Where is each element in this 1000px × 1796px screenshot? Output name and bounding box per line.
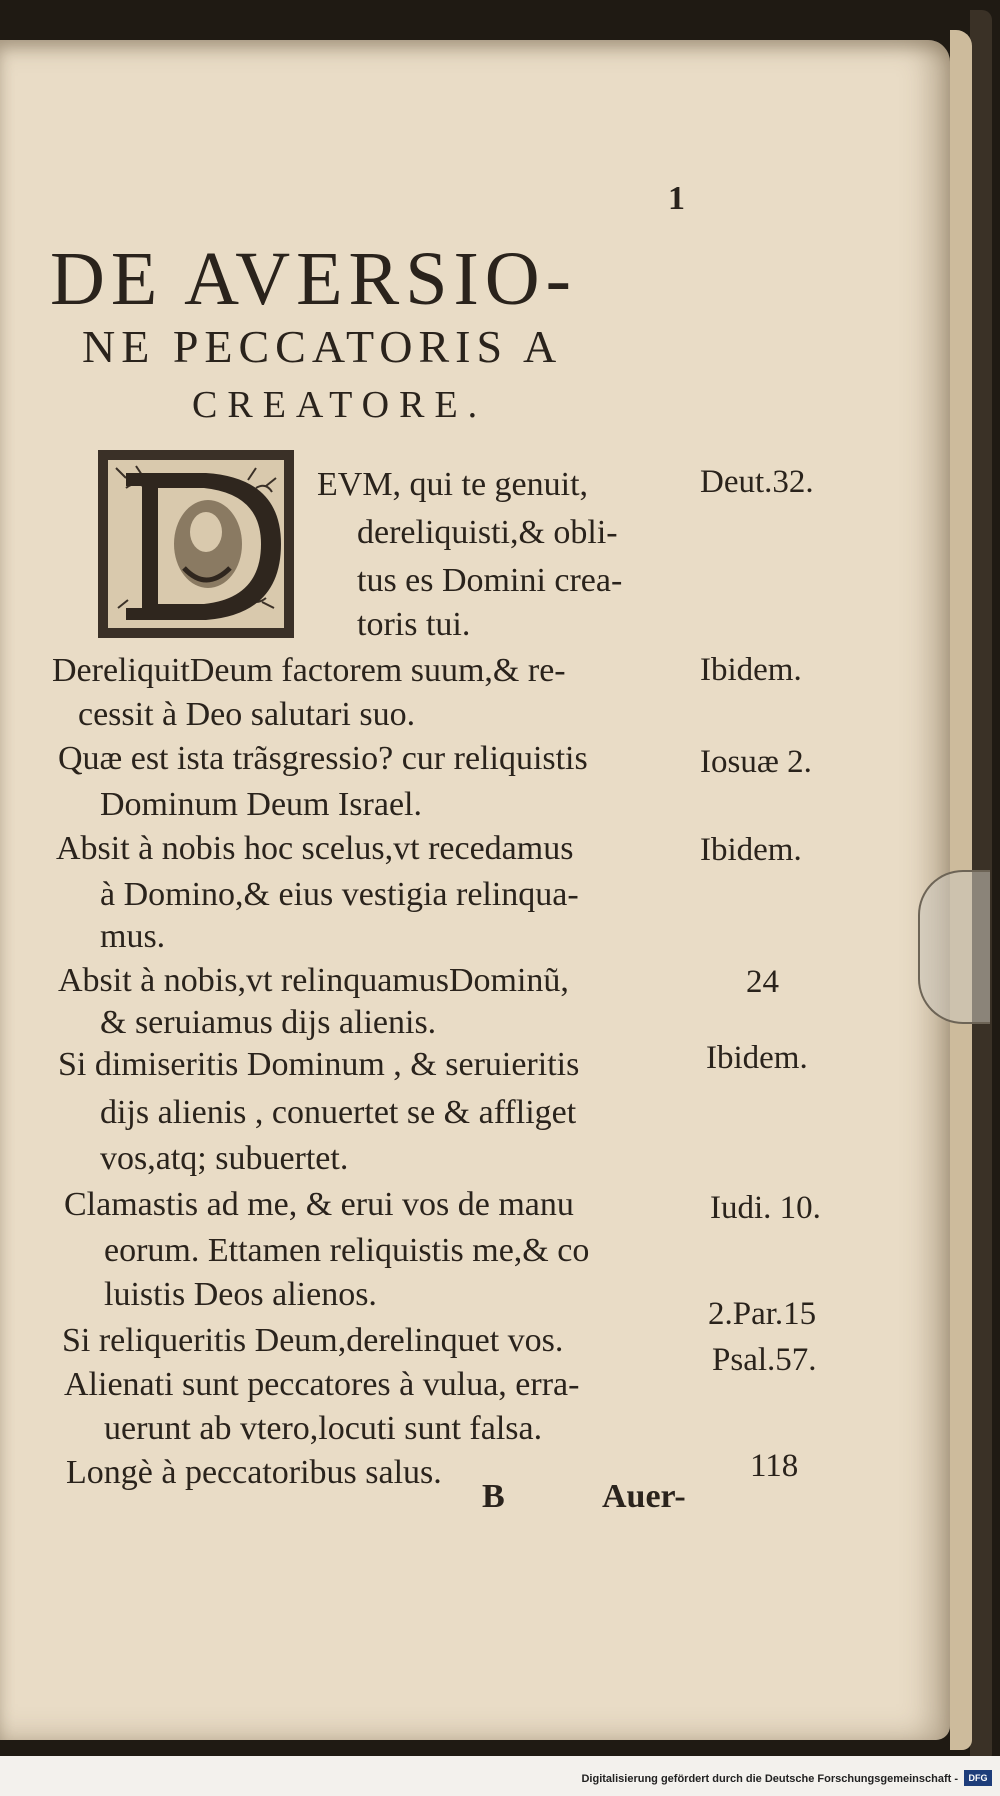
text-line: Absit à nobis hoc scelus,vt recedamus	[56, 830, 574, 867]
text-line: dijs alienis , conuertet se & affliget	[100, 1094, 577, 1131]
text-line: cessit à Deo salutari suo.	[78, 696, 416, 733]
catchword: Auer-	[602, 1478, 686, 1515]
text-line: Alienati sunt peccatores à vulua, erra-	[64, 1366, 580, 1403]
margin-reference: Psal.57.	[712, 1342, 817, 1378]
footer-credit: Digitalisierung gefördert durch die Deutsche Forschungsgemeinschaft -	[581, 1773, 958, 1785]
title-line-1: DE AVERSIO-	[50, 237, 577, 321]
text-line: DereliquitDeum factorem suum,& re-	[52, 652, 566, 689]
margin-reference: Ibidem.	[706, 1040, 808, 1076]
text-line: & seruiamus dijs alienis.	[100, 1004, 437, 1041]
text-line: uerunt ab vtero,locuti sunt falsa.	[104, 1410, 543, 1447]
title-line-3: CREATORE.	[192, 384, 488, 426]
margin-reference: 24	[746, 964, 779, 1000]
text-line: Longè à peccatoribus salus.	[66, 1454, 442, 1491]
margin-reference: Iosuæ 2.	[700, 744, 812, 780]
text-line: Quæ est ista trãsgressio? cur reliquistis	[58, 740, 588, 777]
title-line-2: NE PECCATORIS A	[82, 321, 563, 372]
text-line: Absit à nobis,vt relinquamusDominũ,	[58, 962, 569, 999]
text-line: mus.	[100, 918, 166, 955]
margin-reference: Iudi. 10.	[710, 1190, 821, 1226]
margin-reference: 118	[750, 1448, 799, 1484]
dfg-logo-icon: DFG	[964, 1770, 992, 1786]
text-line: Clamastis ad me, & erui vos de manu	[64, 1186, 574, 1223]
text-line: Si reliqueritis Deum,derelinquet vos.	[62, 1322, 564, 1359]
text-line: Dominum Deum Israel.	[100, 786, 422, 823]
signature-mark: B	[482, 1478, 505, 1515]
text-line: toris tui.	[357, 606, 471, 643]
margin-reference: Ibidem.	[700, 832, 802, 868]
page-number: 1	[668, 180, 685, 217]
page-tab	[918, 870, 990, 1024]
ornamental-initial-icon	[96, 448, 296, 640]
text-line: à Domino,& eius vestigia relinqua-	[100, 876, 579, 913]
margin-reference: 2.Par.15	[708, 1296, 817, 1332]
text-line: vos,atq; subuertet.	[100, 1140, 349, 1177]
text-line: eorum. Ettamen reliquistis me,& co	[104, 1232, 590, 1269]
text-line: luistis Deos alienos.	[104, 1276, 377, 1313]
text-line: tus es Domini crea-	[357, 562, 623, 599]
margin-reference: Deut.32.	[700, 464, 814, 500]
text-line: Si dimiseritis Dominum , & seruieritis	[58, 1046, 580, 1083]
text-line: dereliquisti,& obli-	[357, 514, 618, 551]
margin-reference: Ibidem.	[700, 652, 802, 688]
text-line: EVM, qui te genuit,	[317, 466, 589, 503]
